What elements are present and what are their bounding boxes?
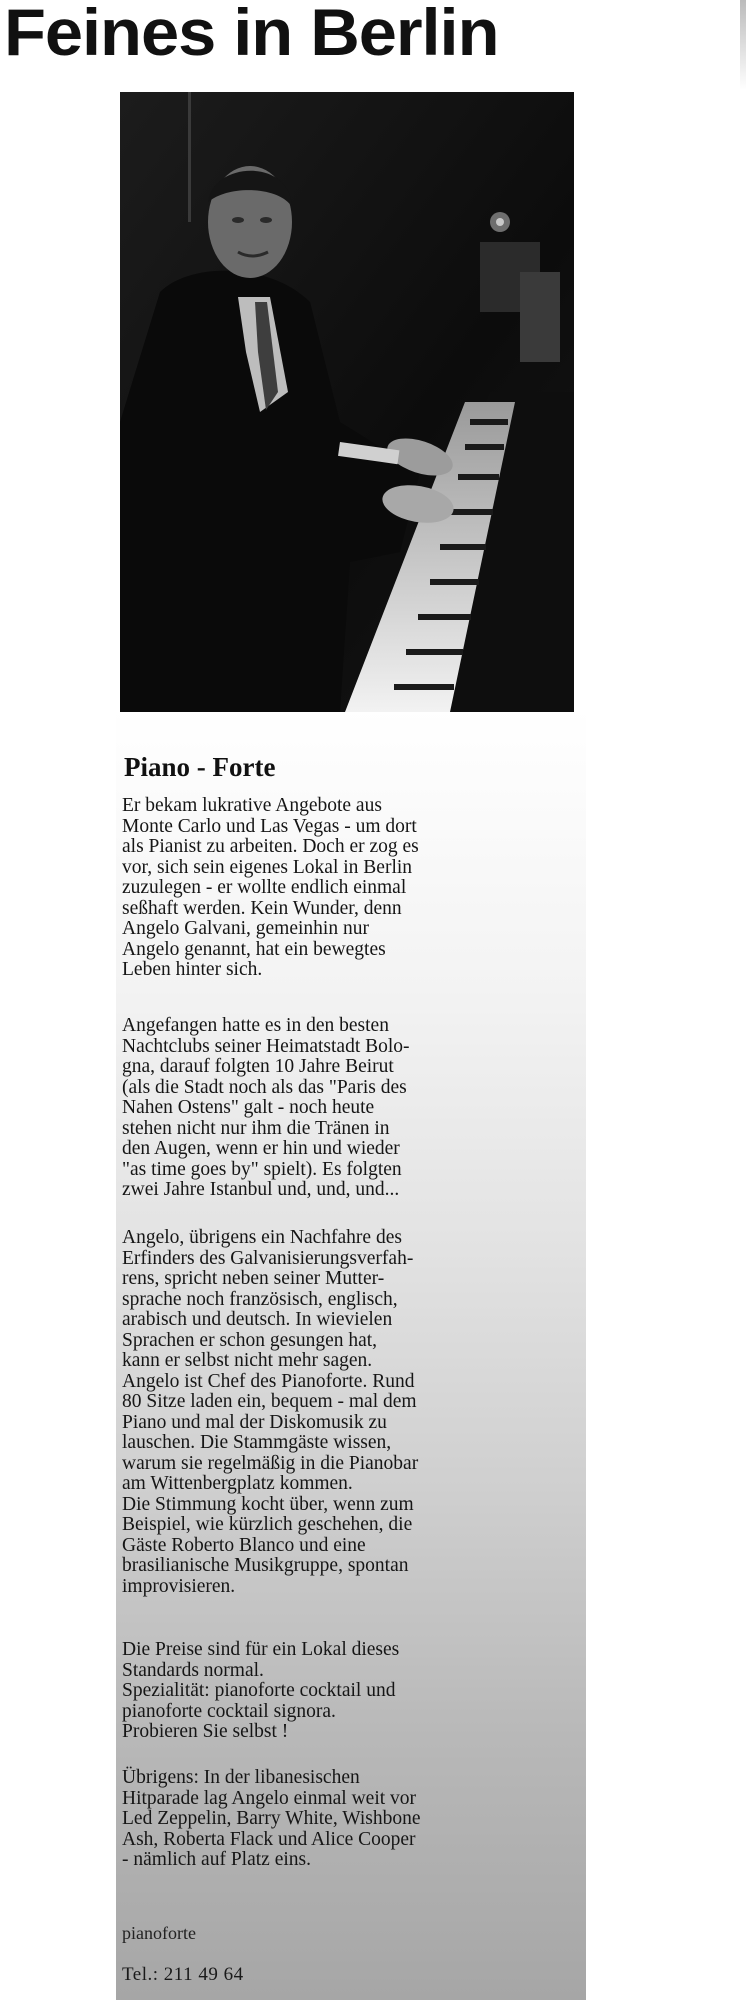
venue-telephone: Tel.: 211 49 64 [122,1964,244,1985]
text-line: gna, darauf folgten 10 Jahre Beirut [122,1056,394,1077]
text-line: Angelo genannt, hat ein bewegtes [122,938,386,960]
text-line: Monte Carlo und Las Vegas - um dort [122,815,417,837]
text-line: "as time goes by" spielt). Es folgten [122,1158,402,1180]
text-line: rens, spricht neben seiner Mutter- [122,1268,385,1289]
text-line: den Augen, wenn er hin und wieder [122,1138,400,1159]
text-line: 80 Sitze laden ein, bequem - mal dem [122,1391,417,1412]
text-line: warum sie regelmäßig in die Pianobar [122,1452,419,1474]
text-line: sprache noch französisch, englisch, [122,1288,398,1310]
text-line: - nämlich auf Platz eins. [122,1849,311,1870]
text-line: Angefangen hatte es in den besten [122,1015,389,1036]
text-line: seßhaft werden. Kein Wunder, denn [122,897,402,919]
text-line: Hitparade lag Angelo einmal weit vor [122,1787,417,1809]
text-line: zwei Jahre Istanbul und, und, und... [122,1179,400,1200]
text-line: Übrigens: In der libanesischen [122,1767,360,1788]
pianist-photo [120,92,574,712]
text-line: brasilianische Musikgruppe, spontan [122,1555,409,1576]
text-line: als Pianist zu arbeiten. Doch er zog es [122,836,419,857]
text-line: Nahen Ostens" galt - noch heute [122,1097,375,1118]
text-line: lauschen. Die Stammgäste wissen, [122,1432,392,1453]
text-line: Piano und mal der Diskomusik zu [122,1411,387,1433]
text-line: zuzulegen - er wollte endlich einmal [122,877,407,898]
article-paragraph [122,1016,582,1201]
text-line: arabisch und deutsch. In wievielen [122,1309,393,1330]
article-paragraph [122,1768,582,1871]
venue-name: pianoforte [122,1923,196,1943]
text-line: Die Stimmung kocht über, wenn zum [122,1493,414,1515]
text-line: stehen nicht nur ihm die Tränen in [122,1117,390,1139]
text-line: Probieren Sie selbst ! [122,1721,289,1742]
article-title: Piano - Forte [124,752,276,782]
text-line: Leben hinter sich. [122,959,263,980]
text-line: Beispiel, wie kürzlich geschehen, die [122,1514,413,1535]
text-line: Sprachen er schon gesungen hat, [122,1329,378,1351]
text-line: kann er selbst nicht mehr sagen. [122,1350,373,1371]
text-line: Standards normal. [122,1659,264,1681]
text-line: Nachtclubs seiner Heimatstadt Bolo- [122,1035,410,1057]
text-line: vor, sich sein eigenes Lokal in Berlin [122,856,413,878]
text-line: Ash, Roberta Flack und Alice Cooper [122,1828,416,1850]
text-line: am Wittenbergplatz kommen. [122,1473,353,1494]
article-paragraph [122,1640,582,1743]
scan-edge [740,0,746,90]
text-line: Spezialität: pianoforte cocktail und [122,1680,396,1701]
text-line: (als die Stadt noch als das "Paris des [122,1076,407,1098]
text-line: Angelo, übrigens ein Nachfahre des [122,1227,402,1248]
text-line: Die Preise sind für ein Lokal dieses [122,1639,400,1660]
text-line: Gäste Roberto Blanco und eine [122,1534,366,1556]
text-line: Angelo ist Chef des Pianoforte. Rund [122,1370,415,1392]
text-line: Angelo Galvani, gemeinhin nur [122,918,369,939]
page-headline: Feines in Berlin [4,0,499,69]
article-paragraph [122,796,582,981]
text-line: Erfinders des Galvanisierungsverfah- [122,1247,414,1269]
text-line: Er bekam lukrative Angebote aus [122,795,382,816]
article-paragraph [122,1228,582,1597]
text-line: improvisieren. [122,1575,236,1597]
text-line: Led Zeppelin, Barry White, Wishbone [122,1808,421,1829]
text-line: pianoforte cocktail signora. [122,1700,336,1722]
